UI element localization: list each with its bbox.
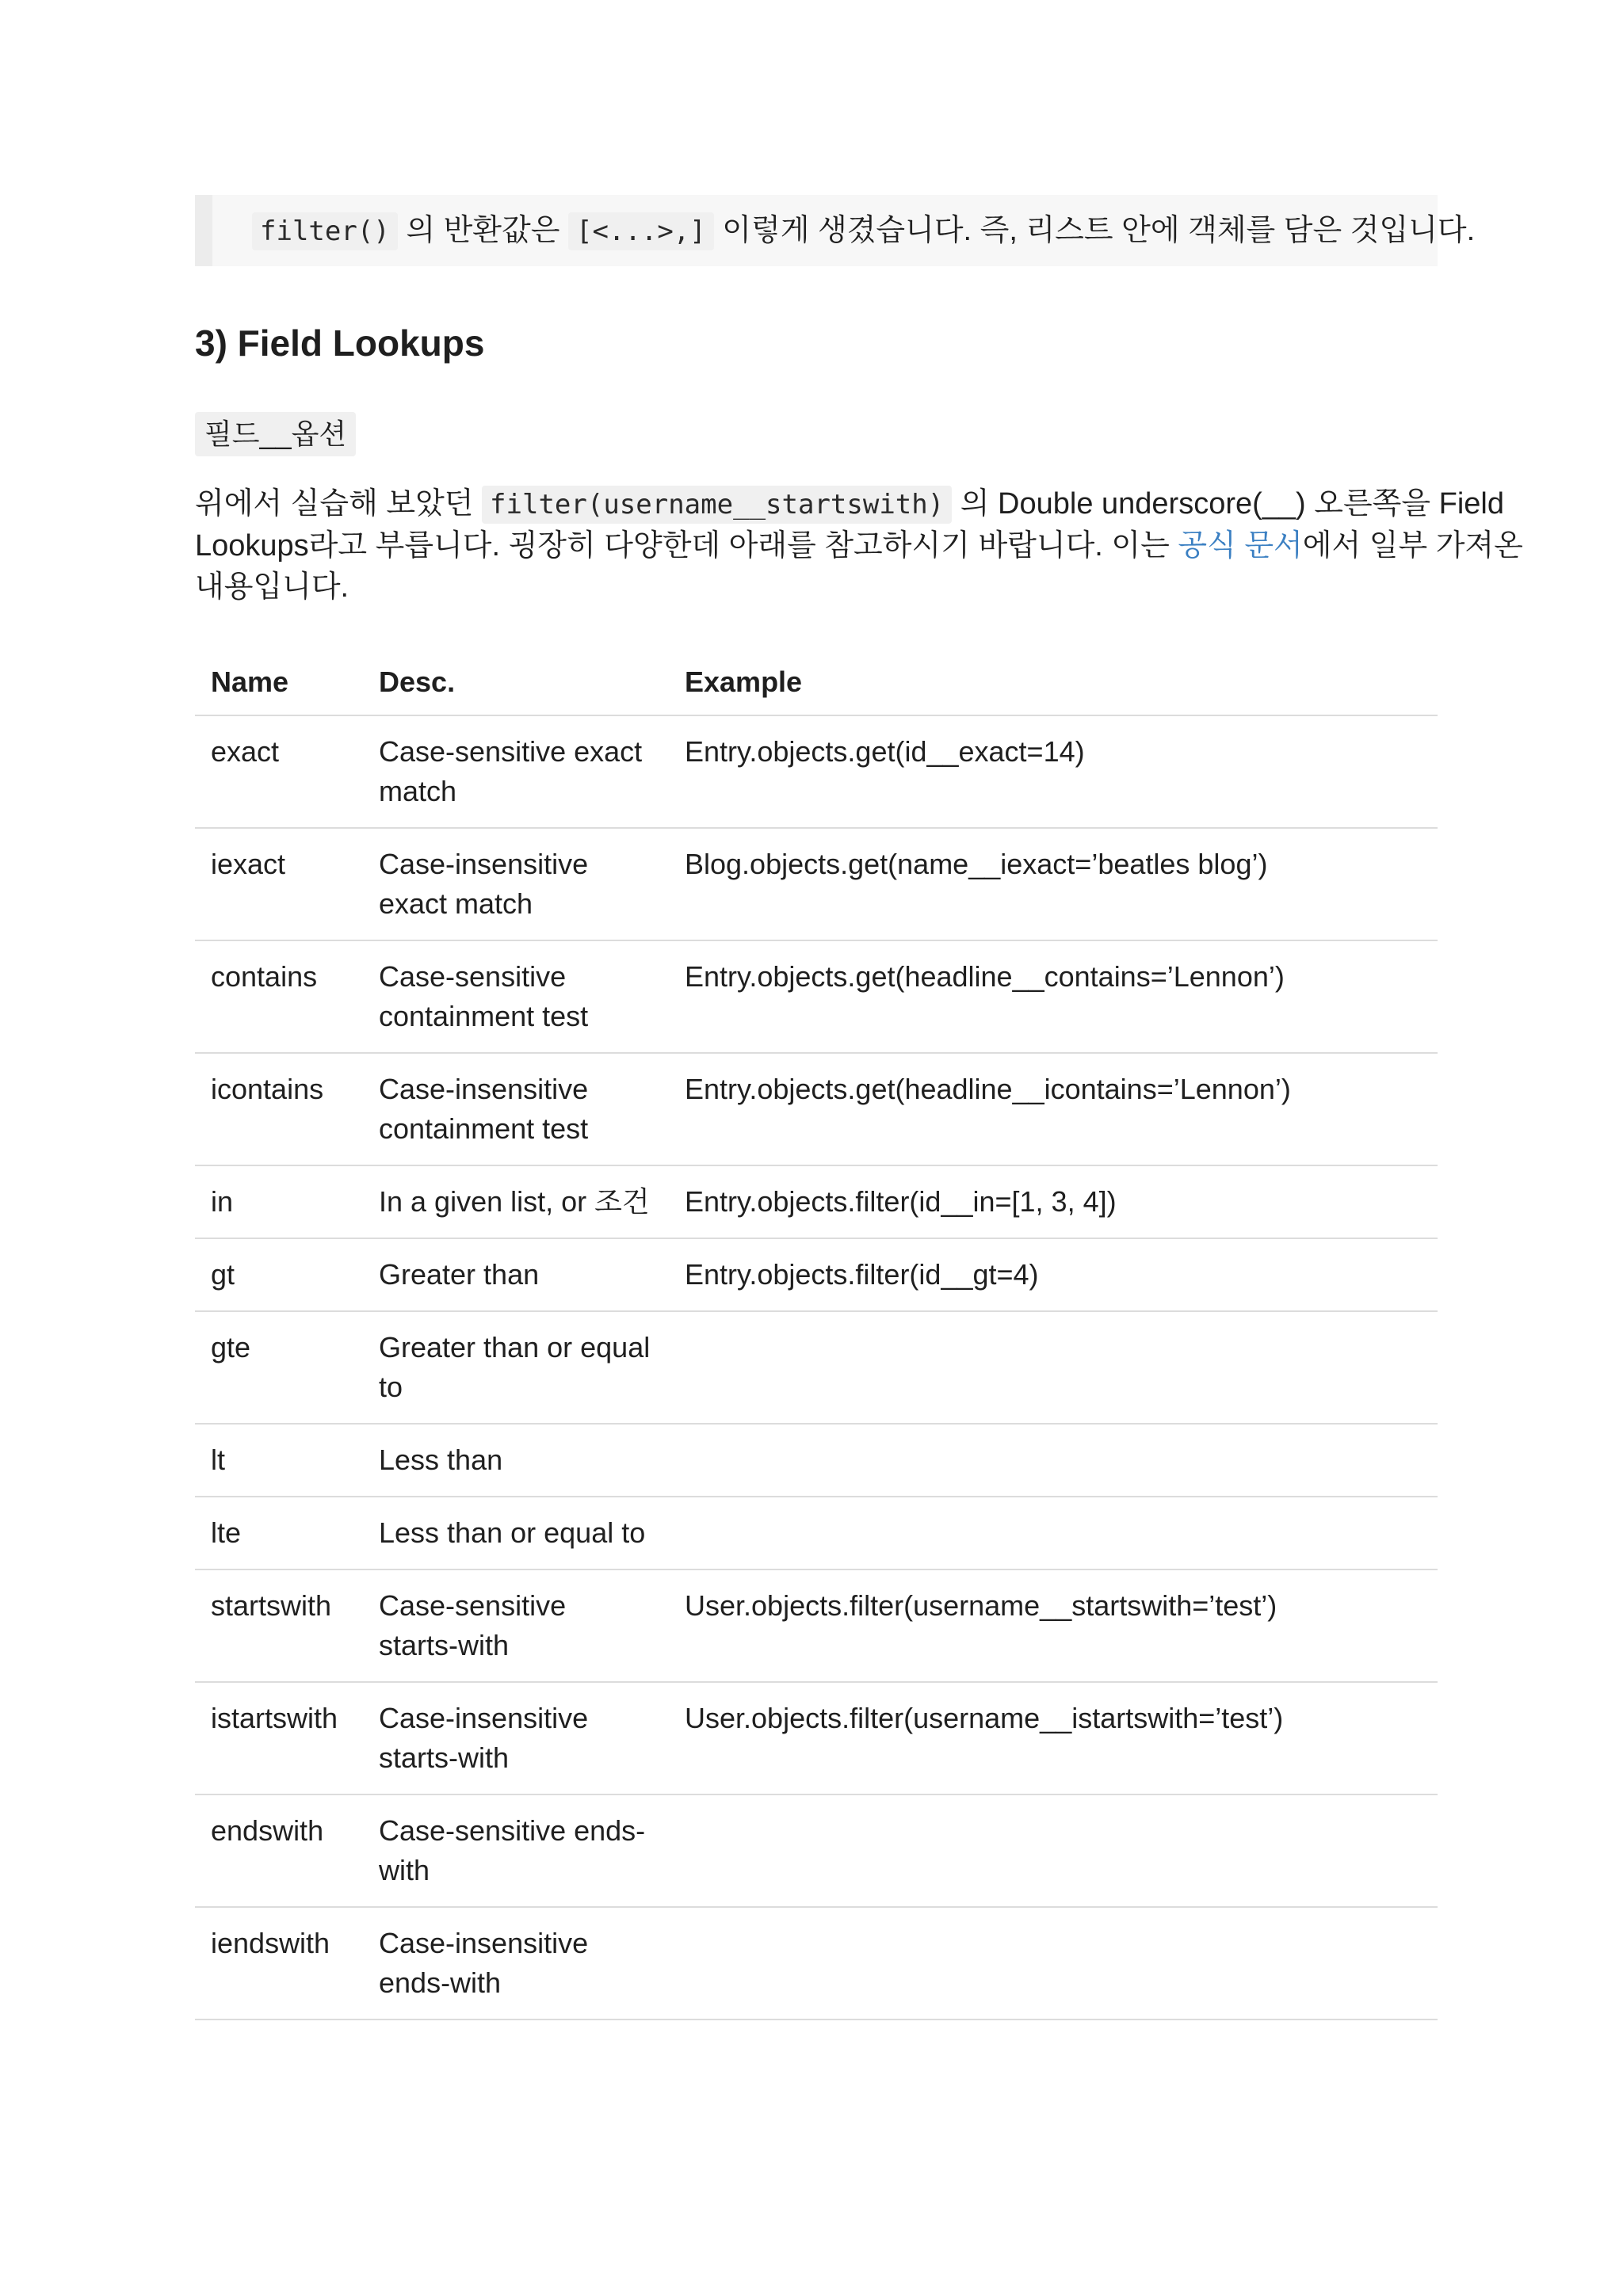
- table-row: [195, 1165, 1438, 1238]
- section-heading: 3) Field Lookups: [195, 322, 485, 364]
- table-header-row: [195, 650, 1438, 715]
- paragraph-code: filter(username__startswith): [482, 486, 952, 524]
- cell-example: User.objects.filter(username__istartswith=’test’): [685, 1702, 1284, 1734]
- cell-desc: Case-sensitive ends-with: [379, 1814, 646, 1886]
- cell-desc: Case-insensitive ends-with: [379, 1927, 589, 1999]
- table-row: [195, 1424, 1438, 1497]
- cell-example: [669, 1497, 1438, 1569]
- cell-desc: Greater than or equal to: [379, 1331, 651, 1403]
- cell-name: lt: [211, 1444, 225, 1476]
- cell-name: istartswith: [211, 1702, 338, 1734]
- note-text: [252, 195, 1475, 266]
- paragraph-text-2: 의 Double underscore(__) 오른쪽을 Field: [952, 487, 1505, 521]
- field-lookups-table: [195, 650, 1438, 2020]
- table-row: [195, 1794, 1438, 1907]
- table-row: [195, 1238, 1438, 1311]
- cell-example: Blog.objects.get(name__iexact=’beatles blog’): [685, 848, 1268, 880]
- cell-example: Entry.objects.filter(id__in=[1, 3, 4]): [685, 1185, 1117, 1218]
- cell-name: lte: [211, 1516, 242, 1549]
- note-code-filter: filter(): [252, 212, 398, 250]
- paragraph-line-2: [195, 525, 1523, 566]
- paragraph-text-3: Lookups라고 부릅니다. 굉장히 다양한데 아래를 참고하시기 바랍니다. 이는: [195, 529, 1178, 563]
- cell-desc: Case-insensitive starts-with: [379, 1702, 589, 1774]
- cell-desc: Less than or equal to: [379, 1516, 646, 1549]
- table-row: [195, 1682, 1438, 1794]
- header-example: Example: [685, 666, 803, 698]
- paragraph-line-1: [195, 483, 1505, 525]
- cell-name: in: [211, 1185, 234, 1218]
- blockquote-note: [195, 195, 1476, 266]
- cell-example: Entry.objects.get(id__exact=14): [685, 735, 1085, 768]
- paragraph-line-3: 내용입니다.: [195, 570, 349, 604]
- cell-example: [669, 1907, 1438, 2019]
- cell-desc: Case-insensitive exact match: [379, 848, 589, 920]
- intro-paragraph: [195, 483, 1523, 608]
- header-desc: Desc.: [379, 666, 456, 698]
- note-text-1: 의 반환값은: [397, 214, 568, 247]
- table-row: [195, 1907, 1438, 2019]
- inline-code-tag: 필드__옵션: [195, 412, 356, 456]
- table-row: [195, 1497, 1438, 1569]
- cell-name: iexact: [211, 848, 286, 880]
- cell-desc: Case-sensitive containment test: [379, 960, 589, 1032]
- table-row: [195, 1569, 1438, 1682]
- cell-name: iendswith: [211, 1927, 330, 1959]
- cell-name: startswith: [211, 1589, 332, 1622]
- table-row: [195, 940, 1438, 1053]
- cell-name: icontains: [211, 1073, 324, 1105]
- cell-desc: Case-sensitive exact match: [379, 735, 643, 807]
- cell-desc: In a given list, or 조건: [379, 1185, 650, 1218]
- paragraph-text-1: 위에서 실습해 보았던: [195, 487, 483, 521]
- cell-desc: Case-sensitive starts-with: [379, 1589, 567, 1661]
- cell-name: gte: [211, 1331, 251, 1363]
- cell-example: [669, 1424, 1438, 1497]
- cell-example: Entry.objects.filter(id__gt=4): [685, 1258, 1039, 1291]
- table-row: [195, 715, 1438, 828]
- cell-example: Entry.objects.get(headline__icontains=’Lennon’): [685, 1073, 1291, 1105]
- cell-example: Entry.objects.get(headline__contains=’Lennon’): [685, 960, 1285, 993]
- cell-example: User.objects.filter(username__startswith=’test’): [685, 1589, 1277, 1622]
- cell-name: gt: [211, 1258, 235, 1291]
- cell-example: [669, 1311, 1438, 1424]
- cell-example: [669, 1794, 1438, 1907]
- official-docs-link[interactable]: 공식 문서: [1178, 529, 1303, 563]
- cell-name: endswith: [211, 1814, 324, 1847]
- cell-desc: Greater than: [379, 1258, 540, 1291]
- note-code-list: [<...>,]: [568, 212, 714, 250]
- cell-desc: Less than: [379, 1444, 503, 1476]
- cell-desc: Case-insensitive containment test: [379, 1073, 589, 1145]
- table-row: [195, 1311, 1438, 1424]
- table-row: [195, 828, 1438, 940]
- note-text-2: 이렇게 생겼습니다. 즉, 리스트 안에 객체를 담은 것입니다.: [713, 214, 1476, 247]
- cell-name: contains: [211, 960, 318, 993]
- header-name: Name: [211, 666, 289, 698]
- table-row: [195, 1053, 1438, 1165]
- cell-name: exact: [211, 735, 280, 768]
- paragraph-text-4: 에서 일부 가져온: [1302, 529, 1523, 563]
